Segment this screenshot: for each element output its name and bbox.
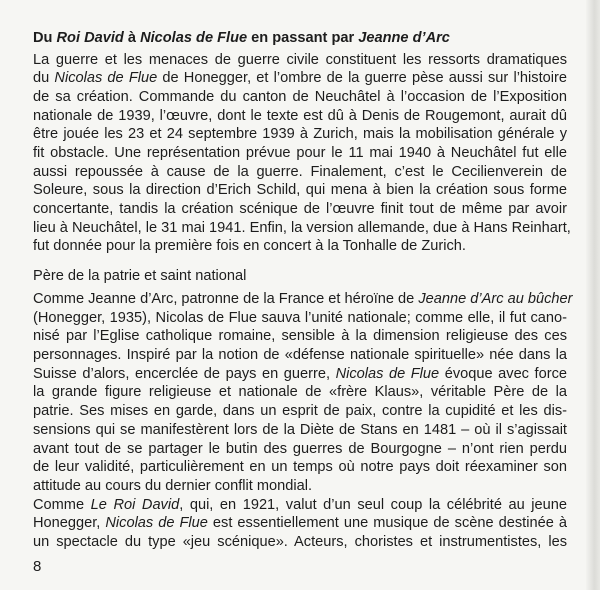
- text-run: du: [33, 70, 55, 87]
- text-line: [33, 346, 567, 365]
- text-run: en passant par: [247, 30, 359, 46]
- paragraph-history: [33, 51, 571, 257]
- text-line: [33, 533, 567, 552]
- text-line: [33, 496, 567, 515]
- page-number: 8: [33, 558, 42, 575]
- text-line: [33, 309, 567, 328]
- text-line: [33, 402, 567, 421]
- text-run: attitude au cours du dernier conflit mondial.: [33, 477, 313, 494]
- text-run: être jouée les 23 et 24 septembre 1939 à Zurich, mais la mobilisation générale y: [33, 126, 567, 143]
- text-line: [33, 458, 567, 477]
- italic-title: Roi David: [56, 30, 124, 46]
- text-run: Soleure, sous la direction d’Erich Schild, qui mena à bien la création sous forme: [33, 182, 567, 199]
- text-line: [33, 219, 571, 238]
- text-run: (Honegger, 1935), Nicolas de Flue sauva l’unité nationale; comme elle, il fut cano-: [33, 309, 567, 326]
- text-line: [33, 477, 567, 496]
- text-run: fit obstacle. Une représentation prévue pour le 11 mai 1940 à Neuchâtel fut elle: [33, 145, 567, 162]
- italic-title: Nicolas de Flue: [140, 30, 248, 46]
- text-line: [33, 237, 567, 256]
- text-run: aussi repoussée à cause de la guerre. Finalement, c’est le Cecilienverein de: [33, 163, 567, 180]
- text-line: [33, 181, 567, 200]
- text-line: [33, 327, 567, 346]
- text-run: à: [123, 30, 141, 46]
- italic-title: Le Roi David: [90, 496, 180, 513]
- text-run: Honegger,: [33, 515, 106, 532]
- paragraph-pere-de-la-patrie: [33, 290, 573, 552]
- text-run: est essentiellement une musique de scène destinée à: [207, 515, 567, 532]
- text-run: , qui, en 1921, valut d’un seul coup la célébrité au jeune: [179, 496, 568, 513]
- italic-title: Jeanne d’Arc: [358, 30, 450, 46]
- text-run: sensions qui se manifestèrent lors de la Diète de Stans en 1481 – où il s’agissait: [33, 421, 567, 438]
- text-line: [33, 163, 567, 182]
- text-line: [33, 421, 567, 440]
- text-line: [33, 51, 567, 70]
- text-run: nisé par l’Eglise catholique romaine, sensible à la dimension religieuse des ces: [33, 328, 567, 345]
- text-run: évoque avec force: [439, 365, 567, 382]
- text-run: personnages. Inspiré par la notion de «défense nationale spirituelle» née dans la: [33, 347, 567, 364]
- text-line: [33, 383, 567, 402]
- page-edge-shadow: [586, 0, 600, 590]
- text-line: [33, 107, 567, 126]
- text-run: Du: [33, 30, 57, 46]
- text-run: fut donnée pour la première fois en concert à la Tonhalle de Zurich.: [33, 238, 466, 255]
- section-heading: [33, 29, 567, 48]
- text-line: [33, 125, 567, 144]
- text-line: [33, 290, 573, 309]
- text-run: un spectacle du type «jeu scénique». Acteurs, choristes et instrumentistes, les: [33, 533, 567, 550]
- text-run: de leur validité, particulièrement en un temps où notre pays doit réexaminer son: [33, 459, 567, 476]
- text-run: nationale de 1939, l’œuvre, dont le texte est dû à Denis de Rougemont, aurait dû: [33, 107, 567, 124]
- text-line: [33, 88, 567, 107]
- text-line: [33, 440, 567, 459]
- text-line: [33, 29, 567, 48]
- text-run: de sa création. Commande du canton de Neuchâtel à l’occasion de l’Exposition: [33, 88, 567, 105]
- text-run: concertante, tandis la création scénique de l’œuvre finit tout de même par avoir: [33, 201, 567, 218]
- text-run: Suisse d’alors, encerclée de pays en guerre,: [33, 365, 336, 382]
- text-run: Comme: [33, 496, 91, 513]
- text-run: patrie. Ses mises en garde, dans un esprit de paix, contre la cupidité et les dis-: [33, 403, 567, 420]
- text-line: [33, 514, 567, 533]
- text-run: de Honegger, et l’ombre de la guerre pèse aussi sur l’histoire: [157, 70, 567, 87]
- text-run: la grande figure religieuse et nationale de «frère Klaus», véritable Père de la: [33, 384, 567, 401]
- text-run: Comme Jeanne d’Arc, patronne de la France et héroïne de: [33, 291, 419, 307]
- text-line: [33, 267, 567, 286]
- text-run: avant tout de se partager le butin des guerres de Bourgogne – n’ont rien perdu: [33, 440, 567, 457]
- text-line: [33, 365, 567, 384]
- italic-title: Nicolas de Flue: [105, 515, 208, 532]
- text-run: lieu à Neuchâtel, le 31 mai 1941. Enfin, la version allemande, due à Hans Reinhart,: [33, 219, 571, 236]
- text-run: Père de la patrie et saint national: [33, 268, 247, 284]
- text-line: [33, 69, 567, 88]
- italic-title: Nicolas de Flue: [335, 365, 440, 382]
- text-run: La guerre et les menaces de guerre civile constituent les ressorts dramatiques: [33, 51, 567, 68]
- italic-title: Nicolas de Flue: [54, 70, 158, 87]
- text-line: [33, 144, 567, 163]
- text-line: [33, 200, 567, 219]
- italic-title: Jeanne d’Arc au bûcher: [418, 291, 573, 307]
- subheading: [33, 267, 567, 286]
